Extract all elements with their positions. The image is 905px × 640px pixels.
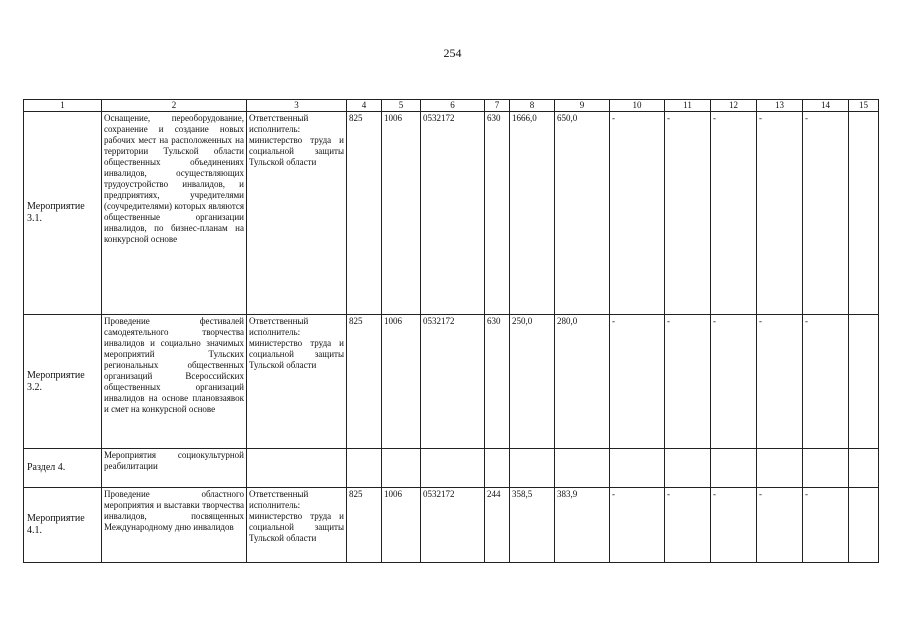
column-header: 15 [849, 100, 879, 112]
value-cell: - [757, 112, 803, 315]
budget-table [23, 99, 879, 563]
event-description-cell: Оснащение, переоборудование, сохранение и создание новых рабочих мест на расположенных на территории Тульской области общественных объединениях инвалидов, осуществляющих трудоустройство инвалидов, и предприятиях, учредителями (соучредителями) которых являются общественные организации инвалидов, по бизнес-планам на конкурсной основе [102, 112, 247, 315]
value-cell: - [757, 315, 803, 449]
value-cell: 358,5 [510, 488, 555, 563]
value-cell [382, 449, 421, 488]
event-description-cell: Проведение фестивалей самодеятельного творчества инвалидов и социально значимых мероприятий Тульских региональных общественных организаций Всероссийских общественных организаций инвалидов на основе плановзаявок и смет на конкурсной основе [102, 315, 247, 449]
value-cell: 650,0 [555, 112, 610, 315]
value-cell: 1666,0 [510, 112, 555, 315]
value-cell [510, 449, 555, 488]
value-cell: - [610, 488, 665, 563]
section-name-cell: Раздел 4. [24, 449, 102, 488]
table-row [24, 449, 879, 488]
value-cell: 250,0 [510, 315, 555, 449]
value-cell: - [803, 488, 849, 563]
value-cell: 1006 [382, 488, 421, 563]
header-row [24, 100, 879, 112]
value-cell: 280,0 [555, 315, 610, 449]
column-header: 14 [803, 100, 849, 112]
value-cell [803, 449, 849, 488]
value-cell: 825 [347, 112, 382, 315]
column-header: 6 [421, 100, 485, 112]
value-cell: - [803, 315, 849, 449]
value-cell: - [711, 488, 757, 563]
column-header: 2 [102, 100, 247, 112]
responsible-cell [247, 449, 347, 488]
table-row [24, 315, 879, 449]
value-cell [555, 449, 610, 488]
value-cell [421, 449, 485, 488]
column-header: 5 [382, 100, 421, 112]
column-header: 13 [757, 100, 803, 112]
value-cell: 825 [347, 488, 382, 563]
value-cell: - [665, 488, 711, 563]
value-cell [610, 449, 665, 488]
value-cell: 630 [485, 112, 510, 315]
value-cell: - [610, 315, 665, 449]
table-row [24, 488, 879, 563]
value-cell [849, 112, 879, 315]
value-cell: - [803, 112, 849, 315]
column-header: 3 [247, 100, 347, 112]
column-header: 10 [610, 100, 665, 112]
column-header: 8 [510, 100, 555, 112]
value-cell: 1006 [382, 112, 421, 315]
event-name-cell: Мероприятие 4.1. [24, 488, 102, 563]
column-header: 1 [24, 100, 102, 112]
table-row [24, 112, 879, 315]
value-cell: 825 [347, 315, 382, 449]
value-cell: - [711, 112, 757, 315]
value-cell [347, 449, 382, 488]
page-number: 254 [443, 46, 462, 60]
value-cell [849, 315, 879, 449]
value-cell [485, 449, 510, 488]
responsible-cell: Ответственный исполнитель: министерство труда и социальной защиты Тульской области [247, 488, 347, 563]
value-cell [757, 449, 803, 488]
value-cell [849, 488, 879, 563]
value-cell: 630 [485, 315, 510, 449]
value-cell: 244 [485, 488, 510, 563]
value-cell: 0532172 [421, 315, 485, 449]
column-header: 9 [555, 100, 610, 112]
value-cell: 0532172 [421, 112, 485, 315]
responsible-cell: Ответственный исполнитель: министерство труда и социальной защиты Тульской области [247, 112, 347, 315]
column-header: 11 [665, 100, 711, 112]
value-cell: 1006 [382, 315, 421, 449]
value-cell: - [711, 315, 757, 449]
event-name-cell: Мероприятие 3.1. [24, 112, 102, 315]
section-description-cell: Мероприятия социокультурной реабилитации [102, 449, 247, 488]
value-cell: - [610, 112, 665, 315]
column-header: 4 [347, 100, 382, 112]
value-cell: - [665, 315, 711, 449]
value-cell: 383,9 [555, 488, 610, 563]
column-header: 7 [485, 100, 510, 112]
value-cell [665, 449, 711, 488]
event-description-cell: Проведение областного мероприятия и выставки творчества инвалидов, посвященных Международному дню инвалидов [102, 488, 247, 563]
value-cell: 0532172 [421, 488, 485, 563]
event-name-cell: Мероприятие 3.2. [24, 315, 102, 449]
value-cell [711, 449, 757, 488]
value-cell [849, 449, 879, 488]
value-cell: - [665, 112, 711, 315]
value-cell: - [757, 488, 803, 563]
column-header: 12 [711, 100, 757, 112]
responsible-cell: Ответственный исполнитель: министерство труда и социальной защиты Тульской области [247, 315, 347, 449]
